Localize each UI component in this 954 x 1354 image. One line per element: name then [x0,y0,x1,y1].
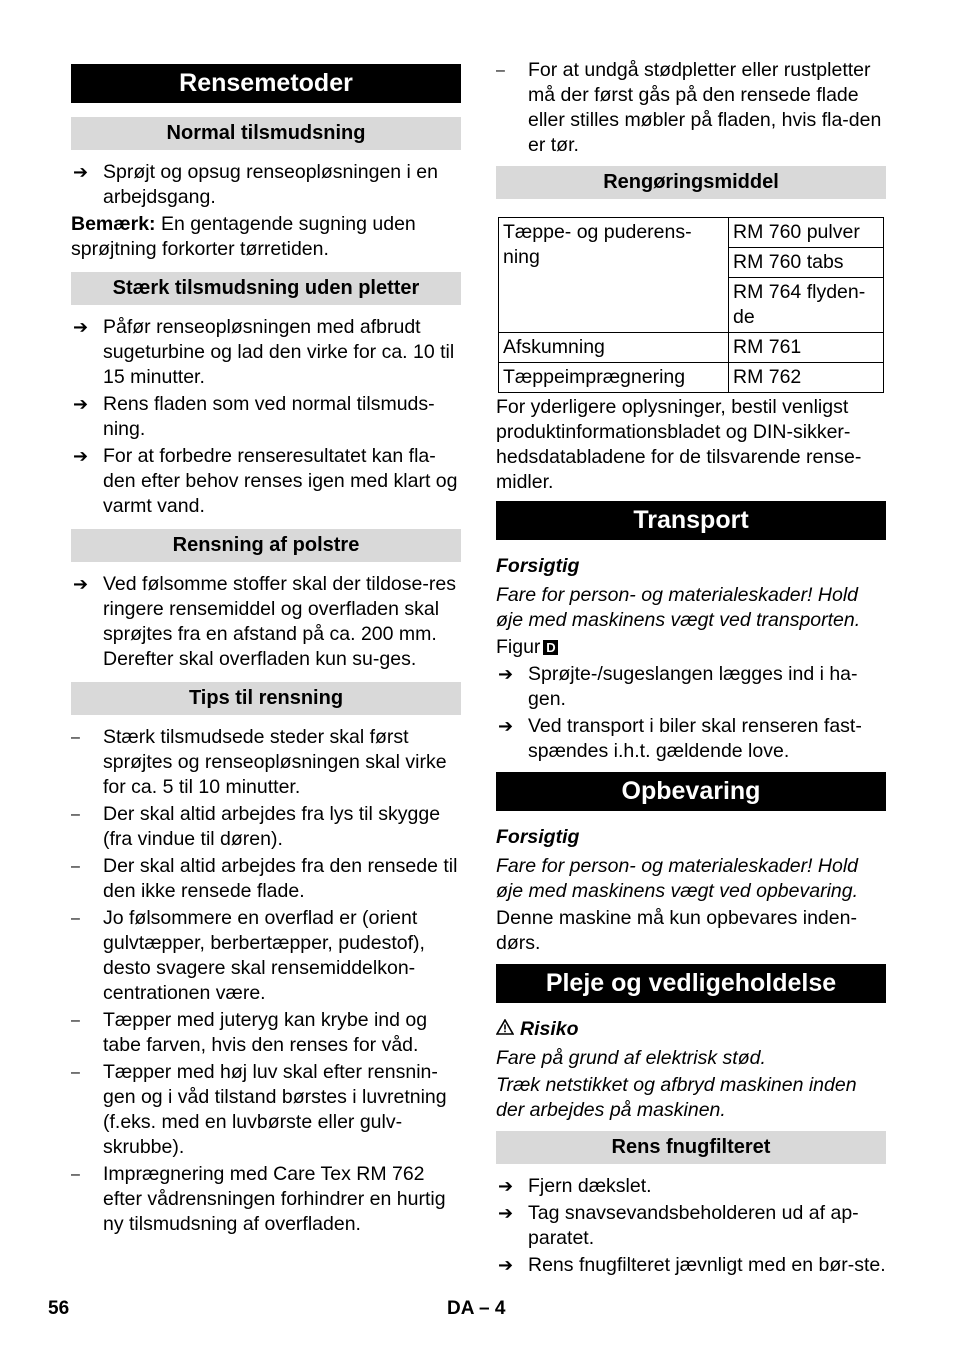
list-item: ➔ Fjern dækslet. [498,1175,652,1197]
list-item: – For at undgå stødpletter eller rustpletter må der først gås på den rensede flade eller stilles møbler på fladen, hvis fla-den er tør. [496,59,882,156]
list-item: ➔ Ved transport i biler skal renseren fast-spændes i.h.t. gældende love. [498,715,862,762]
subheading-staerk: Stærk tilsmudsning uden pletter [71,272,461,305]
list-item: – Imprægnering med Care Tex RM 762 efter vådrensningen forhindrer en hurtig ny tilsmudsning af overfladen. [71,1163,446,1235]
figure-reference: Figur D [496,635,886,660]
arrow-right-icon: ➔ [498,716,514,737]
arrow-right-icon: ➔ [498,1255,514,1276]
list-item: – Jo følsommere en overflad er (orient gulvtæpper, berbertæpper, pudestof), desto svagere skal rensemiddelkon-centrationen være. [71,907,425,1004]
list-item: ➔ Sprøjt og opsug renseopløsningen i en arbejdsgang. [73,161,438,208]
note-label: Bemærk: [71,213,156,235]
table-cell: RM 760 pulver [729,218,884,248]
list-item: ➔ Rens fnugfilteret jævnligt med en bør-ste. [498,1254,886,1276]
list-item: ➔ Rens fladen som ved normal tilsmuds-ning. [73,393,435,440]
table-cell: RM 760 tabs [729,248,884,278]
list-item: – Tæpper med juteryg kan krybe ind og tabe farven, hvis den renses for våd. [71,1009,428,1056]
warning-triangle-icon [496,1017,514,1042]
list-item: ➔ Ved følsomme stoffer skal der tildose-res ringere rensemiddel og overfladen skal sprøjtes fra en afstand på ca. 200 mm. Derefter skal overfladen kun su-ges. [73,573,456,670]
subheading-tips: Tips til rensning [71,682,461,715]
dash-icon: – [71,1012,80,1029]
arrow-right-icon: ➔ [73,574,89,595]
heading-opbevaring: Opbevaring [496,772,886,811]
figure-badge: D [543,640,558,655]
table-row [499,333,884,363]
arrow-right-icon: ➔ [73,446,89,467]
table-cell: Tæppe- og puderens-ning [499,218,729,333]
arrow-right-icon: ➔ [73,394,89,415]
caution-text: Fare for person- og materialeskader! Hold øje med maskinens vægt ved transporten. [496,584,861,631]
subheading-rengoringsmiddel: Rengøringsmiddel [496,166,886,199]
table-row [499,363,884,393]
note: Bemærk: En gentagende sugning uden sprøjtning forkorter tørretiden. [71,213,416,260]
storage-text: Denne maskine må kun opbevares inden-dørs. [496,907,857,954]
dash-icon: – [71,729,80,746]
page-number: 56 [48,1298,70,1319]
heading-pleje: Pleje og vedligeholdelse [496,964,886,1003]
list-item: – Stærk tilsmudsede steder skal først sprøjtes og renseopløsningen skal virke for ca. 5 til 10 minutter. [71,726,447,798]
caution-text: Fare for person- og materialeskader! Hold øje med maskinens vægt ved opbevaring. [496,855,859,902]
right-column [496,58,886,1280]
dash-icon: – [71,1064,80,1081]
table-cell: Afskumning [499,333,729,363]
risk-text: Træk netstikket og afbryd maskinen inden der arbejdes på maskinen. [496,1074,857,1121]
risk-label: Risiko [496,1017,886,1042]
dash-icon: – [71,858,80,875]
risk-text: Fare på grund af elektrisk stød. [496,1047,766,1069]
more-info-text: For yderligere oplysninger, bestil venligst produktinformationsbladet og DIN-sikker-hedsdatabladene for de tilsvarende rense-midler. [496,396,862,493]
list-item: – Der skal altid arbejdes fra lys til skygge (fra vindue til døren). [71,803,441,850]
table-cell: Tæppeimprægnering [499,363,729,393]
list-item: – Tæpper med høj luv skal efter rensnin-gen og i våd tilstand børstes i luvretning (f.eks. med en luvbørste eller gulv-skrubbe). [71,1061,447,1158]
list-item: ➔ For at forbedre renseresultatet kan fla-den efter behov renses igen med klart og varmt vand. [73,445,458,517]
arrow-right-icon: ➔ [498,664,514,685]
arrow-right-icon: ➔ [73,317,89,338]
table-cell: RM 762 [729,363,884,393]
caution-label: Forsigtig [496,555,580,577]
subheading-normal: Normal tilsmudsning [71,117,461,150]
list-item: – Der skal altid arbejdes fra den rensede til den ikke rensede flade. [71,855,458,902]
table-cell: RM 761 [729,333,884,363]
dash-icon: – [71,910,80,927]
cleaning-agent-table [498,217,884,393]
list-item: ➔ Sprøjte-/sugeslangen lægges ind i ha-gen. [498,663,858,710]
heading-transport: Transport [496,501,886,540]
subheading-polstre: Rensning af polstre [71,529,461,562]
arrow-right-icon: ➔ [73,162,89,183]
page-language-marker: DA – 4 [447,1298,506,1319]
dash-icon: – [71,806,80,823]
arrow-right-icon: ➔ [498,1176,514,1197]
list-item: ➔ Tag snavsevandsbeholderen ud af ap-paratet. [498,1202,859,1249]
table-cell: RM 764 flyden-de [729,278,884,333]
dash-icon: – [71,1166,80,1183]
dash-icon: – [496,62,505,79]
list-item: ➔ Påfør renseopløsningen med afbrudt sugeturbine og lad den virke for ca. 10 til 15 minutter. [73,316,455,388]
heading-rensemetoder: Rensemetoder [71,64,461,103]
table-row [499,218,884,248]
left-column [71,58,461,1239]
caution-label: Forsigtig [496,826,580,848]
arrow-right-icon: ➔ [498,1203,514,1224]
subheading-fnugfilter: Rens fnugfilteret [496,1131,886,1164]
